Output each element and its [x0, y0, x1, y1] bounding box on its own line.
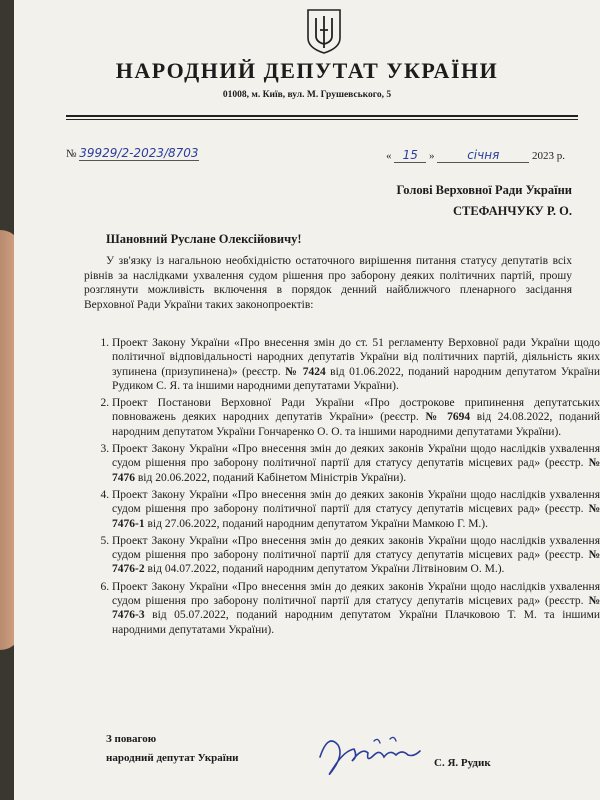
addressee-name: СТЕФАНЧУКУ Р. О. [452, 204, 572, 218]
item-reg-number: № 7694 [425, 411, 471, 424]
item-reg-number: № 7424 [285, 365, 326, 378]
letterhead-title: НАРОДНИЙ ДЕПУТАТ УКРАЇНИ [115, 58, 499, 83]
item-text: Проект Постанови Верховної Ради України «Про дострокове припинення депутатських повноважень деяких народних депутатів України» (реєстр. [112, 397, 600, 424]
item-text-tail: від 05.07.2022, поданий народним депутатом України Плачковою Т. М. та іншими народними депутатами України). [112, 609, 600, 636]
list-item [112, 580, 600, 637]
letter-date [386, 148, 565, 163]
addressee-position: Голові Верховної Ради України [396, 183, 572, 197]
list-item [112, 488, 600, 531]
letterhead-address: 01008, м. Київ, вул. М. Грушевського, 5 [222, 90, 392, 100]
item-reg-number: № 7476-3 [112, 595, 600, 622]
date-day: 15 [402, 148, 418, 162]
item-text-tail: від 04.07.2022, поданий народним депутатом України Літвіновим О. М.). [144, 563, 505, 576]
date-year: 2023 р. [532, 150, 565, 162]
registration-prefix: № [66, 148, 77, 160]
date-month-line [437, 148, 529, 163]
item-text-tail: від 27.06.2022, поданий народним депутатом України Мамкою Г. М.). [144, 517, 488, 530]
letter-page [14, 0, 600, 800]
item-text-tail: від 20.06.2022, поданий Кабінетом Міністрів України). [135, 471, 407, 484]
date-day-line [394, 148, 426, 163]
item-text: Проект Закону України «Про внесення змін до деяких законів України щодо наслідків ухвалення судом рішення про заборону політичної партії для статусу депутатів місцевих рад» (реєстр. [112, 534, 600, 562]
item-reg-number: № 7476-2 [112, 549, 600, 576]
signer-name: С. Я. Рудик [434, 757, 491, 769]
list-item [112, 396, 600, 439]
intro-paragraph: У зв'язку із нагальною необхідністю остаточного вирішення питання статусу депутатів всіх рівнів за наслідками ухвалення судом рішення про заборону деяких політичних партій, прошу розглянути можливість включення в порядок денний найближчого пленарного засідання Верховної Ради України таких законопроектів: [84, 255, 572, 311]
item-text: Проект Закону України «Про внесення змін до деяких законів України щодо наслідків ухвалення судом рішення про заборону політичної партії для статусу депутатів місцевих рад» (реєстр. [112, 443, 600, 470]
date-close-quote: » [429, 150, 435, 162]
closing-phrase: З повагою [106, 733, 157, 745]
item-text-tail: від 01.06.2022, поданий народним депутатом України Рудиком С. Я. та іншими народними депутатами України). [112, 365, 600, 392]
list-item [112, 534, 600, 577]
registration-value: 39929/2-2023/8703 [79, 146, 199, 160]
list-item [112, 442, 600, 485]
handwritten-signature [314, 727, 424, 781]
signer-title: народний депутат України [106, 752, 239, 764]
date-open-quote: « [386, 150, 392, 162]
bill-list [84, 336, 600, 640]
list-item [112, 336, 600, 393]
salutation: Шановний Руслане Олексійовичу! [106, 232, 302, 246]
item-text: Проект Закону України «Про внесення змін до ст. 51 регламенту Верховної ради України щодо політичної відповідальності народних депутатів України від політичних партій, діяльність яких зупинена (призупинена)» (реєстр. [112, 337, 600, 378]
item-reg-number: № 7476 [112, 457, 600, 484]
header-divider-thin [66, 119, 578, 120]
item-text: Проект Закону України «Про внесення змін до деяких законів України щодо наслідків ухвалення судом рішення про заборону політичної партії для статусу депутатів місцевих рад» (реєстр. [112, 580, 600, 608]
registration-number [66, 146, 199, 160]
coat-of-arms-icon [305, 8, 343, 54]
item-text: Проект Закону України «Про внесення змін до деяких законів України щодо наслідків ухвалення судом рішення про заборону політичної партії для статусу депутатів місцевих рад» (реєстр. [112, 488, 600, 516]
item-text-tail: від 24.08.2022, поданий народним депутатом України Гончаренко О. О. та іншими народними депутатами України). [112, 411, 600, 438]
header-divider [66, 115, 578, 117]
item-reg-number: № 7476-1 [112, 503, 600, 530]
date-month: січня [467, 148, 500, 162]
